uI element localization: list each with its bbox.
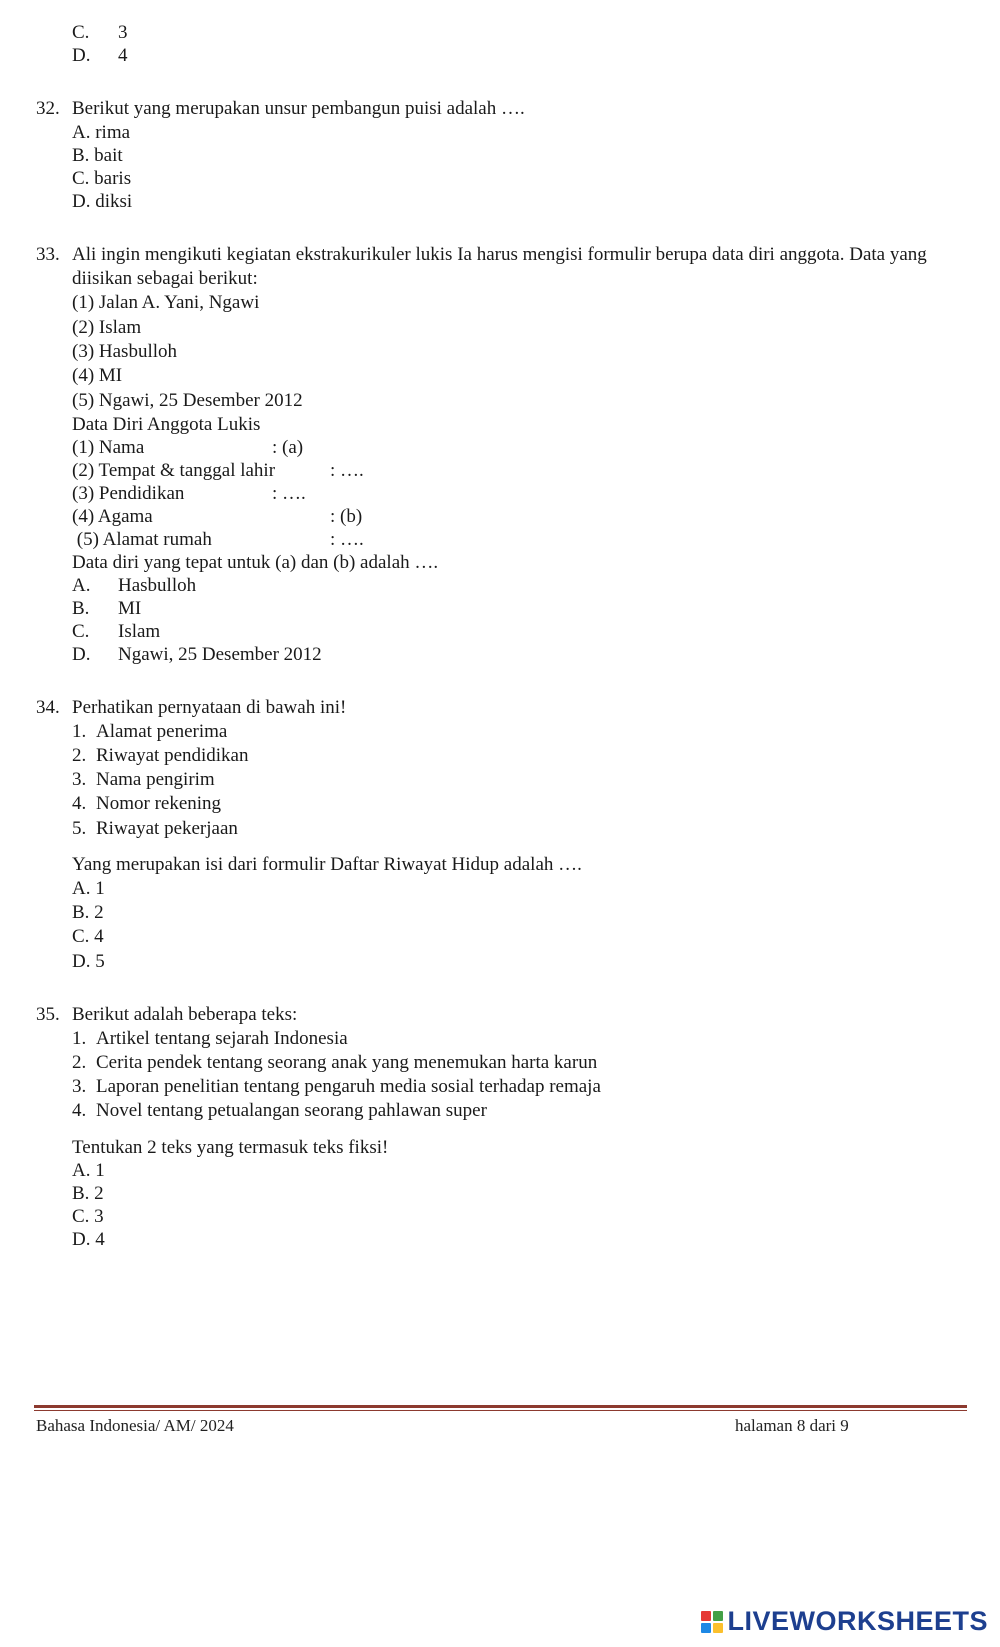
form-row-value: : (a) <box>272 437 304 458</box>
question-prompt: Tentukan 2 teks yang termasuk teks fiksi! <box>72 1137 389 1158</box>
form-row-label: (4) Agama <box>72 506 153 527</box>
option-text: Hasbulloh <box>118 575 197 596</box>
question-number: 32. <box>36 98 60 119</box>
logo-square <box>701 1623 711 1633</box>
list-text: Artikel tentang sejarah Indonesia <box>96 1028 348 1049</box>
form-row-value: : …. <box>330 529 364 550</box>
form-row-label: (3) Pendidikan <box>72 483 185 504</box>
option-text: 3 <box>118 22 128 43</box>
list-text: Riwayat pekerjaan <box>96 818 238 839</box>
question-text: diisikan sebagai berikut: <box>72 268 258 289</box>
logo-square <box>713 1623 723 1633</box>
form-title: Data Diri Anggota Lukis <box>72 414 261 435</box>
question-text: Berikut yang merupakan unsur pembangun puisi adalah …. <box>72 98 525 119</box>
form-row-value: : (b) <box>330 506 363 527</box>
list-text: Riwayat pendidikan <box>96 745 249 766</box>
form-row-value: : …. <box>330 460 364 481</box>
list-number: 4. <box>72 793 87 814</box>
list-number: 2. <box>72 1052 87 1073</box>
form-row-label: (5) Alamat rumah <box>72 529 212 550</box>
list-text: Nama pengirim <box>96 769 215 790</box>
question-number: 34. <box>36 697 60 718</box>
page-number: halaman 8 dari 9 <box>735 1416 849 1435</box>
form-row-value: : …. <box>272 483 306 504</box>
answer-option[interactable]: C. 4 <box>72 926 104 947</box>
list-text: Laporan penelitian tentang pengaruh media sosial terhadap remaja <box>96 1076 601 1097</box>
list-number: 3. <box>72 769 87 790</box>
question-prompt: Data diri yang tepat untuk (a) dan (b) adalah …. <box>72 552 439 573</box>
option-letter: C. <box>72 22 90 43</box>
question-number: 33. <box>36 244 60 265</box>
list-text: Alamat penerima <box>96 721 228 742</box>
answer-option[interactable]: A. 1 <box>72 1160 105 1181</box>
logo-squares-icon <box>701 1611 723 1633</box>
question-prompt: Yang merupakan isi dari formulir Daftar Riwayat Hidup adalah …. <box>72 854 582 875</box>
option-text: Islam <box>118 621 161 642</box>
answer-option[interactable]: C. baris <box>72 168 132 189</box>
data-item: (5) Ngawi, 25 Desember 2012 <box>72 390 303 411</box>
option-letter: C. <box>72 621 90 642</box>
option-text: Ngawi, 25 Desember 2012 <box>118 644 322 665</box>
answer-option[interactable]: D. 4 <box>72 1229 105 1250</box>
question-number: 35. <box>36 1004 60 1025</box>
list-number: 1. <box>72 1028 87 1049</box>
answer-option[interactable]: D. diksi <box>72 191 133 212</box>
answer-option[interactable]: B. 2 <box>72 902 104 923</box>
list-text: Nomor rekening <box>96 793 222 814</box>
list-number: 2. <box>72 745 87 766</box>
question-text: Berikut adalah beberapa teks: <box>72 1004 298 1025</box>
list-text: Novel tentang petualangan seorang pahlawan super <box>96 1100 487 1121</box>
option-text: MI <box>118 598 142 619</box>
data-item: (1) Jalan A. Yani, Ngawi <box>72 292 260 313</box>
answer-option[interactable]: D. 5 <box>72 951 105 972</box>
question-text: Perhatikan pernyataan di bawah ini! <box>72 697 347 718</box>
list-number: 5. <box>72 818 87 839</box>
answer-option[interactable]: B. 2 <box>72 1183 104 1204</box>
data-item: (3) Hasbulloh <box>72 341 178 362</box>
footer-left-text: Bahasa Indonesia/ AM/ 2024 <box>36 1416 234 1435</box>
question-text: Ali ingin mengikuti kegiatan ekstrakurikuler lukis Ia harus mengisi formulir berupa data diri anggota. Data yang <box>72 244 927 265</box>
logo-square <box>713 1611 723 1621</box>
logo-text: LIVEWORKSHEETS <box>727 1606 988 1636</box>
list-number: 4. <box>72 1100 87 1121</box>
list-number: 1. <box>72 721 87 742</box>
form-row-label: (2) Tempat & tanggal lahir <box>72 460 276 481</box>
option-letter: A. <box>72 575 91 596</box>
answer-option[interactable]: A. 1 <box>72 878 105 899</box>
form-row-label: (1) Nama <box>72 437 145 458</box>
option-letter: D. <box>72 644 91 665</box>
footer-divider <box>34 1405 967 1411</box>
answer-option[interactable]: A. rima <box>72 122 131 143</box>
option-letter: D. <box>72 45 91 66</box>
option-letter: B. <box>72 598 90 619</box>
option-text: 4 <box>118 45 128 66</box>
answer-option[interactable]: C. 3 <box>72 1206 104 1227</box>
liveworksheets-logo[interactable] <box>701 1606 988 1637</box>
answer-option[interactable]: B. bait <box>72 145 123 166</box>
data-item: (4) MI <box>72 365 123 386</box>
logo-square <box>701 1611 711 1621</box>
list-text: Cerita pendek tentang seorang anak yang menemukan harta karun <box>96 1052 598 1073</box>
list-number: 3. <box>72 1076 87 1097</box>
data-item: (2) Islam <box>72 317 142 338</box>
